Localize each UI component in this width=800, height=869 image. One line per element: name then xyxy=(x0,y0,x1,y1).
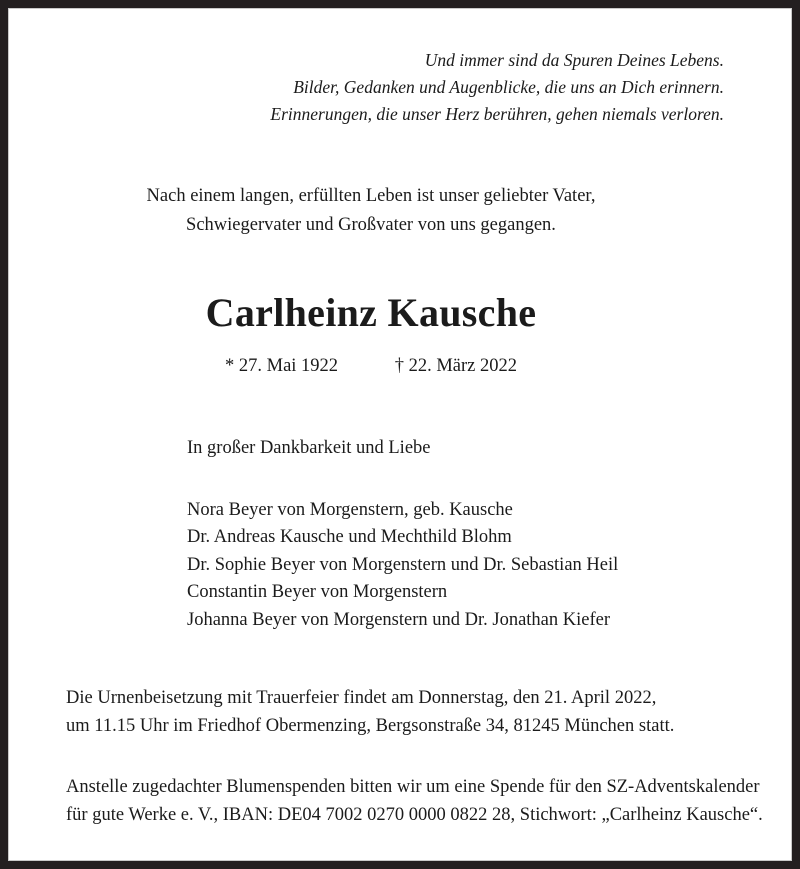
death-date: † 22. März 2022 xyxy=(394,356,517,376)
donation-request-line-1: Anstelle zugedachter Blumenspenden bitten wir um eine Spende für den SZ-Adventskalender xyxy=(66,777,760,797)
dedication-text: In großer Dankbarkeit und Liebe xyxy=(187,438,431,458)
list-item: Dr. Sophie Beyer von Morgenstern und Dr. Sebastian Heil xyxy=(187,554,619,575)
deceased-name-block xyxy=(66,240,734,336)
list-item: Constantin Beyer von Morgenstern xyxy=(187,582,448,602)
introduction-text xyxy=(66,128,734,240)
donation-request xyxy=(66,773,763,829)
donation-request-line-2: für gute Werke e. V., IBAN: DE04 7002 0270 0000 0822 28, Stichwort: „Carlheinz Kausche“. xyxy=(66,805,763,825)
footer-block xyxy=(66,634,763,829)
survivors-list xyxy=(187,497,734,635)
deceased-name: Carlheinz Kausche xyxy=(205,290,537,335)
funeral-details-line-2: um 11.15 Uhr im Friedhof Obermenzing, Bergsonstraße 34, 81245 München statt. xyxy=(66,716,675,736)
birth-date: * 27. Mai 1922 xyxy=(225,356,339,376)
epigraph xyxy=(66,47,734,128)
funeral-details xyxy=(66,684,734,740)
list-item: Johanna Beyer von Morgenstern und Dr. Jonathan Kiefer xyxy=(187,609,610,630)
life-dates xyxy=(66,336,734,379)
obituary-content xyxy=(9,9,791,860)
family-block xyxy=(66,379,734,634)
introduction-line-1: Nach einem langen, erfüllten Leben ist unser geliebter Vater, xyxy=(146,186,596,206)
epigraph-line-3: Erinnerungen, die unser Herz berühren, gehen niemals verloren. xyxy=(270,104,724,124)
epigraph-line-2: Bilder, Gedanken und Augenblicke, die uns an Dich erinnern. xyxy=(293,77,724,97)
epigraph-line-1: Und immer sind da Spuren Deines Lebens. xyxy=(424,50,724,70)
funeral-details-line-1: Die Urnenbeisetzung mit Trauerfeier findet am Donnerstag, den 21. April 2022, xyxy=(66,688,657,708)
obituary-card xyxy=(8,8,792,861)
list-item: Nora Beyer von Morgenstern, geb. Kausche xyxy=(187,499,513,520)
introduction-line-2: Schwiegervater und Großvater von uns gegangen. xyxy=(186,215,556,235)
list-item: Dr. Andreas Kausche und Mechthild Blohm xyxy=(187,527,512,547)
